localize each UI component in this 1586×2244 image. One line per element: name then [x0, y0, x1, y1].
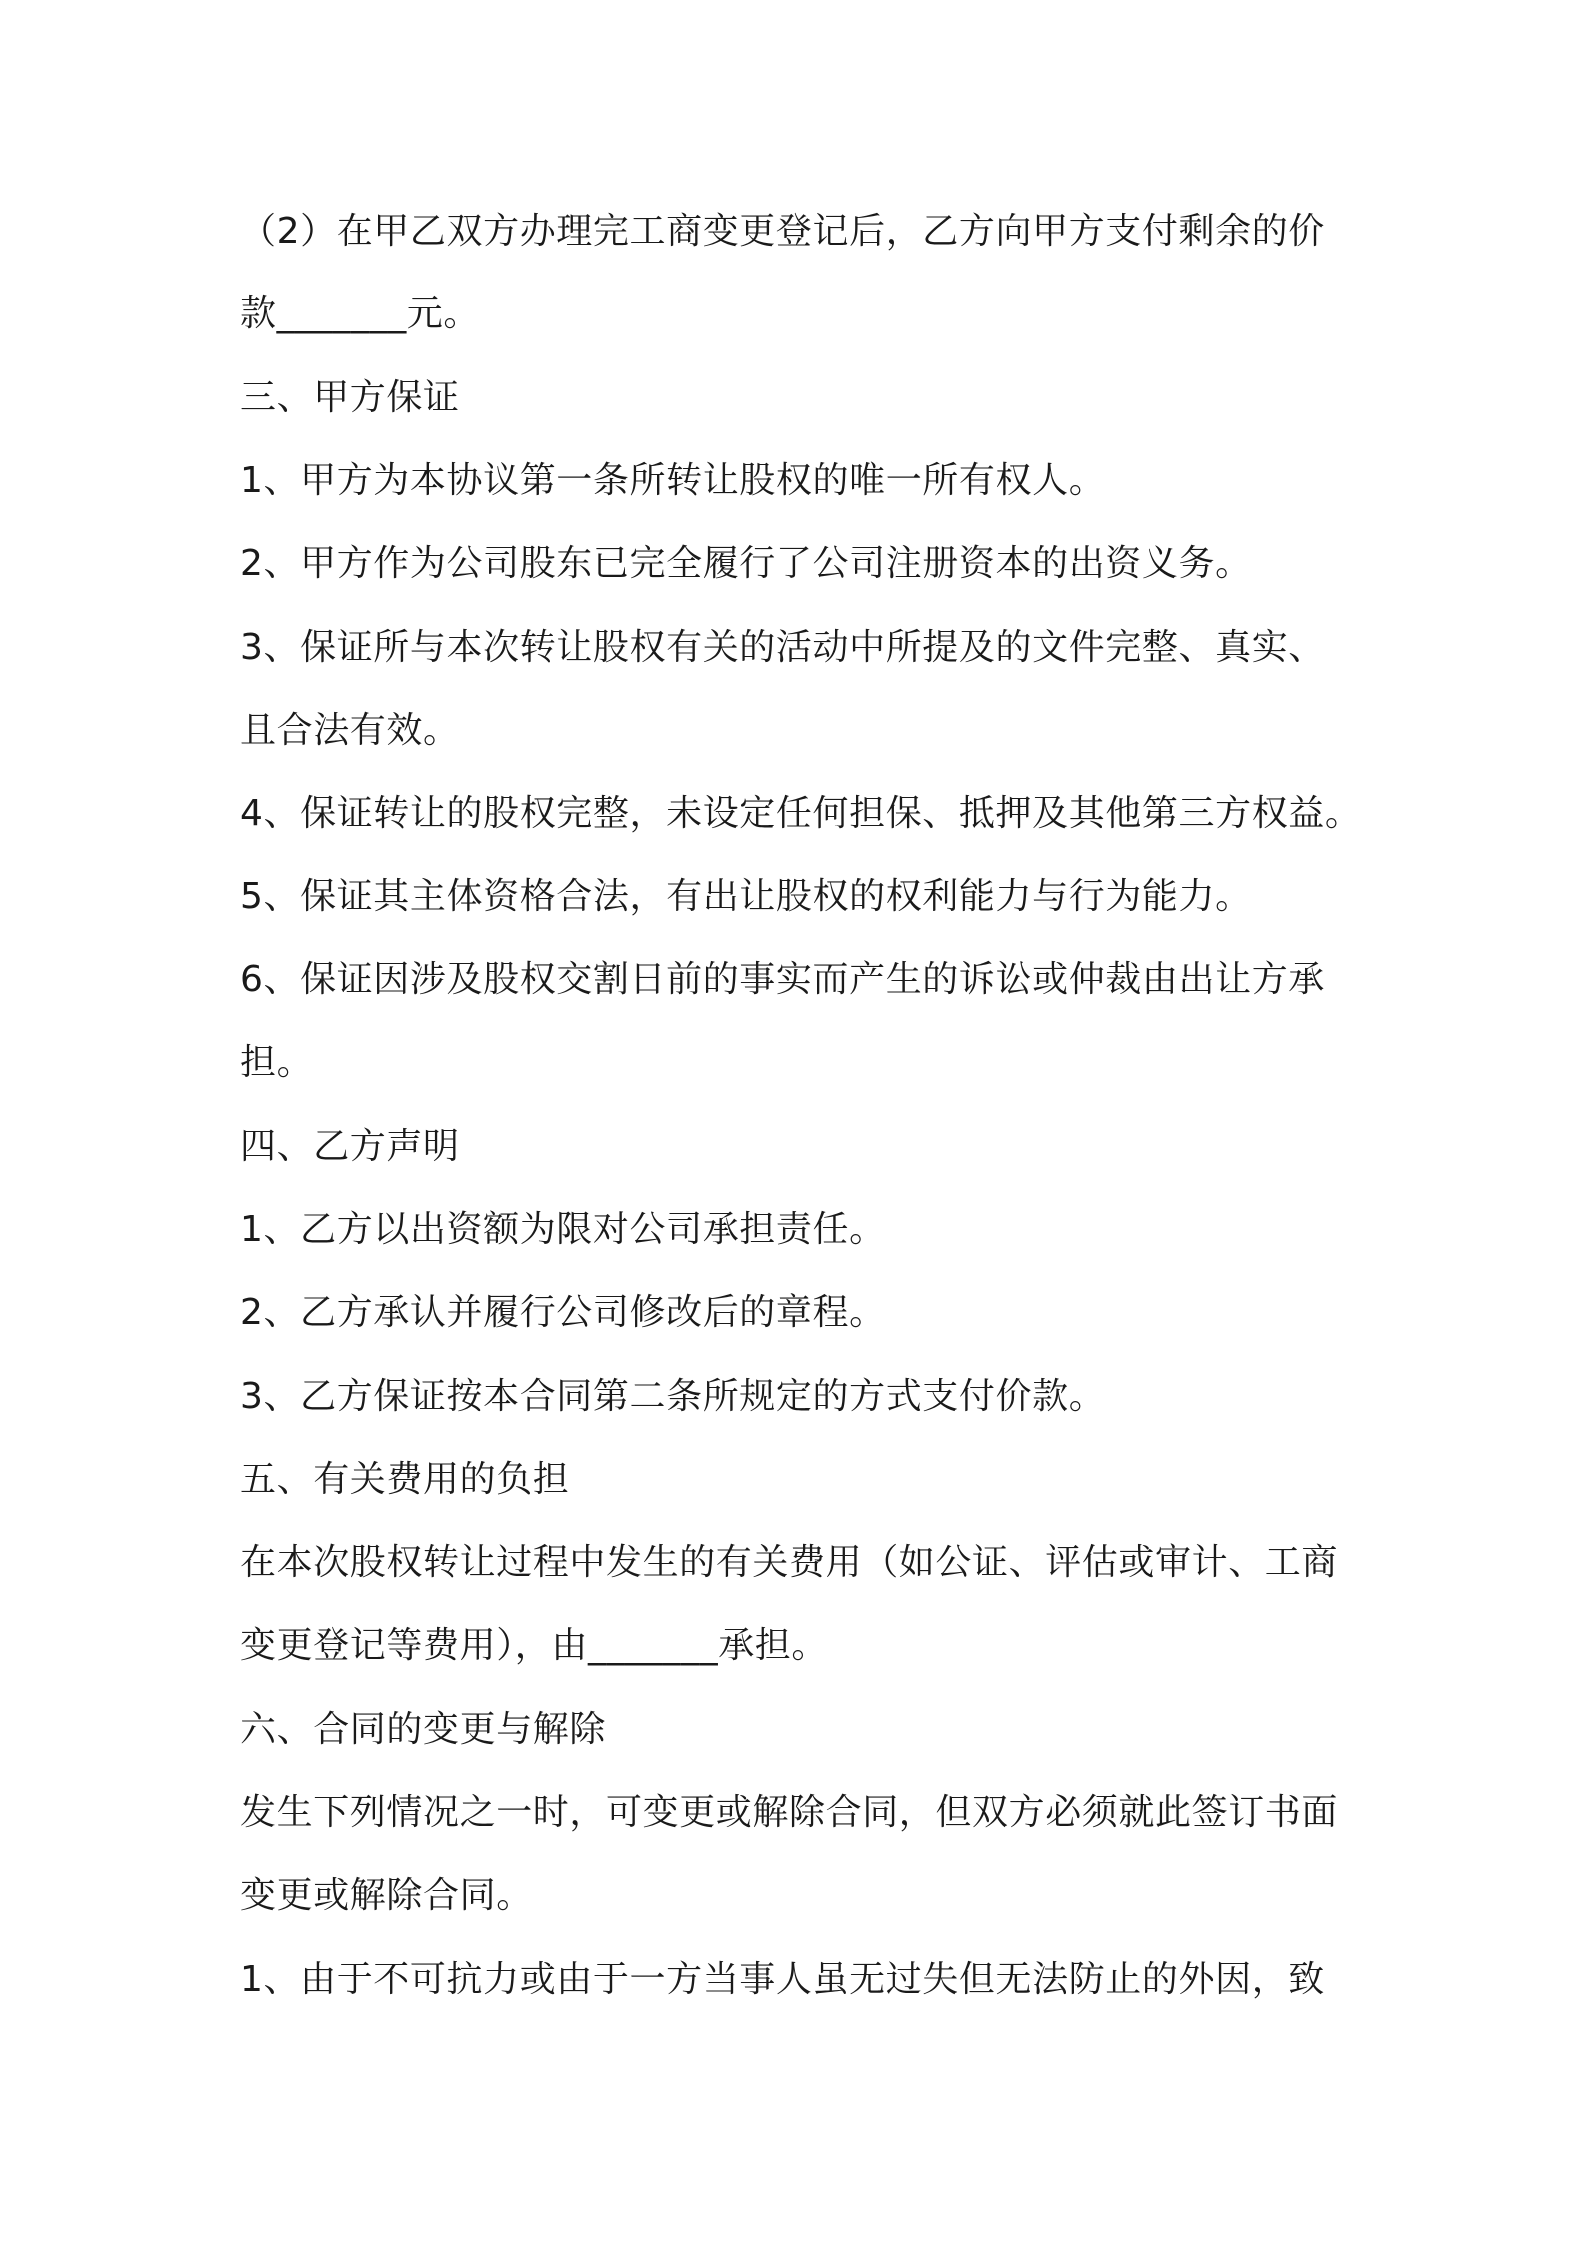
list-item: 6、保证因涉及股权交割日前的事实而产生的诉讼或仲裁由出让方承	[240, 959, 1325, 1000]
paragraph-line: （2）在甲乙双方办理完工商变更登记后，乙方向甲方支付剩余的价	[240, 211, 1325, 252]
list-item: 2、乙方承认并履行公司修改后的章程。	[240, 1292, 886, 1333]
list-item: 3、保证所与本次转让股权有关的活动中所提及的文件完整、真实、	[240, 627, 1325, 668]
list-item: 2、甲方作为公司股东已完全履行了公司注册资本的出资义务。	[240, 543, 1252, 584]
paragraph-line: 发生下列情况之一时，可变更或解除合同，但双方必须就此签订书面	[240, 1792, 1339, 1833]
paragraph-line: 变更登记等费用），由_______承担。	[240, 1625, 828, 1666]
paragraph-line: 且合法有效。	[240, 710, 460, 751]
paragraph-line: 款_______元。	[240, 293, 480, 334]
list-item: 3、乙方保证按本合同第二条所规定的方式支付价款。	[240, 1376, 1106, 1417]
list-item: 1、由于不可抗力或由于一方当事人虽无过失但无法防止的外因，致	[240, 1959, 1325, 2000]
list-item: 4、保证转让的股权完整，未设定任何担保、抵押及其他第三方权益。	[240, 793, 1362, 834]
section-heading: 四、乙方声明	[240, 1126, 460, 1167]
paragraph-line: 在本次股权转让过程中发生的有关费用（如公证、评估或审计、工商	[240, 1542, 1339, 1583]
paragraph-line: 担。	[240, 1042, 314, 1083]
list-item: 5、保证其主体资格合法，有出让股权的权利能力与行为能力。	[240, 876, 1252, 917]
section-heading: 六、合同的变更与解除	[240, 1709, 607, 1750]
section-heading: 五、有关费用的负担	[240, 1459, 570, 1500]
section-heading: 三、甲方保证	[240, 377, 460, 418]
list-item: 1、乙方以出资额为限对公司承担责任。	[240, 1209, 886, 1250]
paragraph-line: 变更或解除合同。	[240, 1875, 533, 1916]
list-item: 1、甲方为本协议第一条所转让股权的唯一所有权人。	[240, 460, 1106, 501]
